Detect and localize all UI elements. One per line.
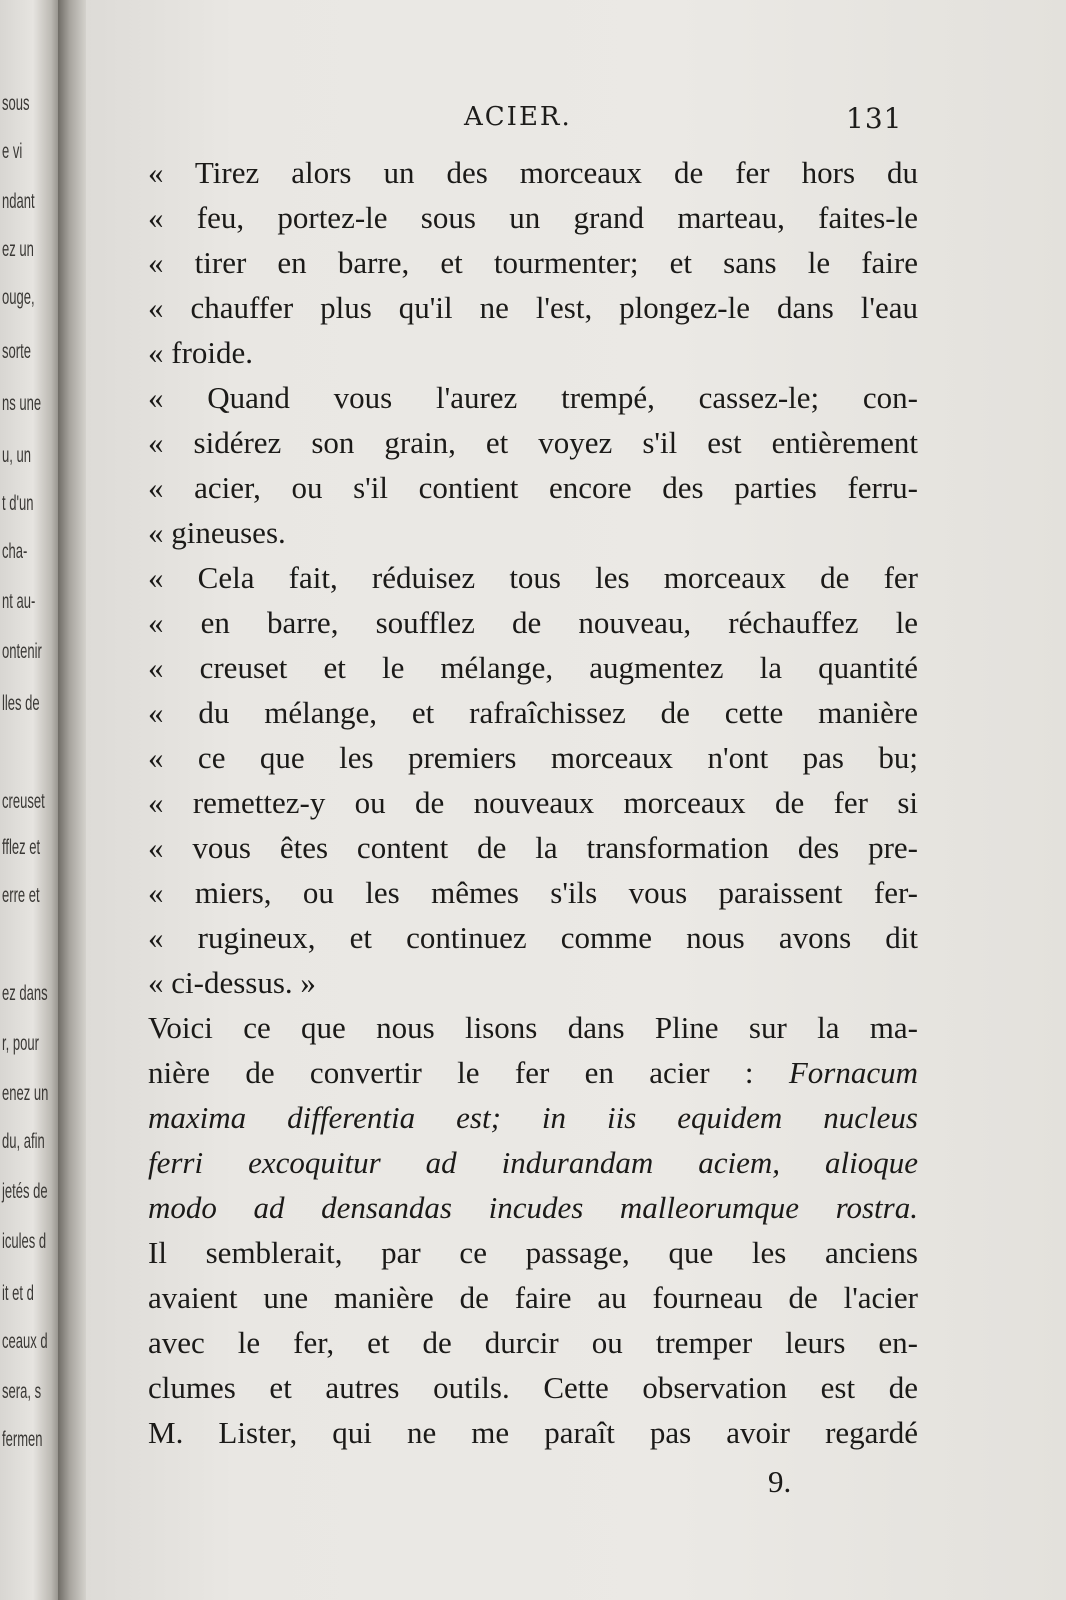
pline-line (148, 1050, 918, 1095)
text-line: « Quand vous l'aurez trempé, cassez-le; con- (148, 380, 918, 415)
text-line: « Cela fait, réduisez tous les morceaux de fer (148, 560, 918, 595)
text-line: clumes et autres outils. Cette observation est de (148, 1370, 918, 1405)
facing-page-fragment: jetés de (2, 1180, 48, 1203)
facing-page-fragment: icules d (2, 1230, 47, 1253)
pline-roman: nière de convertir le fer en acier : (148, 1055, 789, 1090)
facing-page-fragment: fermen (2, 1428, 43, 1451)
facing-page-fragment: creuset (2, 790, 45, 813)
text-line: « creuset et le mélange, augmentez la quantité (148, 650, 918, 685)
text-line: « chauffer plus qu'il ne l'est, plongez-le dans l'eau (148, 290, 918, 325)
latin-line: maxima differentia est; in iis equidem nucleus (148, 1100, 918, 1135)
text-line: avaient une manière de faire au fourneau de l'acier (148, 1280, 918, 1315)
text-line: « vous êtes content de la transformation des pre- (148, 830, 918, 865)
facing-page-fragment: ns une (2, 392, 42, 415)
text-line: « du mélange, et rafraîchissez de cette manière (148, 695, 918, 730)
text-line: « Tirez alors un des morceaux de fer hors du (148, 155, 918, 190)
facing-page-fragment: cha- (2, 540, 28, 563)
page-number: 131 (846, 102, 903, 135)
text-line: « ce que les premiers morceaux n'ont pas bu; (148, 740, 918, 775)
text-line: « gineuses. (148, 515, 286, 550)
body-text (148, 150, 918, 1455)
facing-page-fragment: lles de (2, 692, 40, 715)
pline-italic: Fornacum (788, 1055, 918, 1090)
text-line: « miers, ou les mêmes s'ils vous paraissent fer- (148, 875, 918, 910)
facing-page-fragment: u, un (2, 444, 31, 467)
facing-page-fragment: sera, s (2, 1380, 42, 1403)
text-line: Il semblerait, par ce passage, que les anciens (148, 1235, 918, 1270)
facing-page-fragment: fflez et (2, 836, 41, 859)
text-line: M. Lister, qui ne me paraît pas avoir regardé (148, 1415, 918, 1450)
facing-page-fragment: sorte (2, 340, 31, 363)
text-line: « sidérez son grain, et voyez s'il est entièrement (148, 425, 918, 460)
running-head: ACIER. (464, 102, 572, 132)
facing-page (0, 0, 60, 1600)
facing-page-fragment: r, pour (2, 1032, 39, 1055)
text-line: « feu, portez-le sous un grand marteau, faites-le (148, 200, 918, 235)
facing-page-fragment: enez un (2, 1082, 49, 1105)
facing-page-fragment: ez dans (2, 982, 48, 1005)
facing-page-fragment: nt au- (2, 590, 36, 613)
facing-page-fragment: t d'un (2, 492, 34, 515)
signature-mark: 9. (768, 1464, 792, 1499)
facing-page-fragment: ceaux d (2, 1330, 48, 1353)
facing-page-fragment: sous (2, 92, 30, 115)
facing-page-fragment: du, afin (2, 1130, 45, 1153)
facing-page-fragment: it et d (2, 1282, 34, 1305)
facing-page-fragment: ontenir (2, 640, 42, 663)
text-line: « froide. (148, 335, 254, 370)
text-line: « tirer en barre, et tourmenter; et sans le faire (148, 245, 918, 280)
text-line: « rugineux, et continuez comme nous avons dit (148, 920, 918, 955)
text-line: « remettez-y ou de nouveaux morceaux de fer si (148, 785, 918, 820)
latin-line: ferri excoquitur ad indurandam aciem, alioque (148, 1145, 918, 1180)
facing-page-fragment: ouge, (2, 286, 35, 309)
text-line: « acier, ou s'il contient encore des parties ferru- (148, 470, 918, 505)
facing-page-fragment: e vi (2, 140, 23, 163)
page-header (86, 102, 1066, 142)
book-page (86, 0, 1066, 1600)
facing-page-text (0, 0, 60, 1600)
latin-line: modo ad densandas incudes malleorumque rostra. (148, 1190, 918, 1225)
book-gutter (58, 0, 88, 1600)
facing-page-fragment: ndant (2, 190, 35, 213)
text-line: « ci-dessus. » (148, 965, 316, 1000)
text-line: avec le fer, et de durcir ou tremper leurs en- (148, 1325, 918, 1360)
facing-page-fragment: erre et (2, 884, 40, 907)
text-line: « en barre, soufflez de nouveau, réchauffez le (148, 605, 918, 640)
facing-page-fragment: ez un (2, 238, 34, 261)
text-line: Voici ce que nous lisons dans Pline sur la ma- (148, 1010, 918, 1045)
